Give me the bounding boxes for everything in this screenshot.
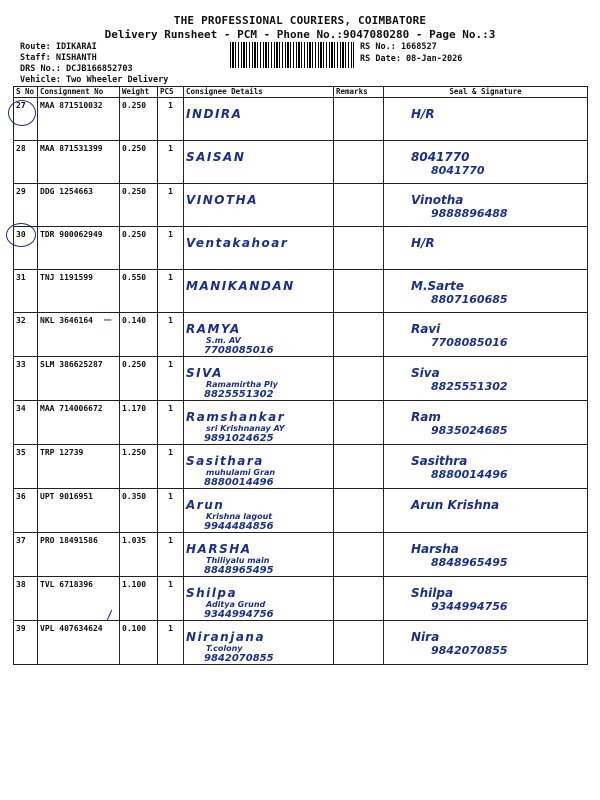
table-row xyxy=(14,533,588,577)
rs-date: RS Date: 08-Jan-2026 xyxy=(360,54,463,64)
pcs-cell: 1 xyxy=(158,98,184,141)
weight-cell: 0.350 xyxy=(120,489,158,533)
sno-cell: 37 xyxy=(14,533,38,577)
consignee-address: sri Krishnanay AY xyxy=(206,424,285,433)
table-row xyxy=(14,98,588,141)
signature-phone: 8848965495 xyxy=(431,556,508,569)
sno-cell: 34 xyxy=(14,401,38,445)
consignee-name: INDIRA xyxy=(186,107,243,121)
consignee-name: SAISAN xyxy=(186,150,246,164)
runsheet-subtitle: Delivery Runsheet - PCM - Phone No.:9047080280 - Page No.:3 xyxy=(104,28,496,41)
consignee-name: Niranjana xyxy=(186,630,266,644)
consignee-name: Ramshankar xyxy=(186,410,286,424)
sno-cell: 28 xyxy=(14,141,38,184)
signature-cell xyxy=(384,445,588,489)
remarks-cell xyxy=(334,270,384,313)
remarks-cell xyxy=(334,98,384,141)
signature-text: Sasithra xyxy=(411,454,468,468)
signature-text: 8041770 xyxy=(411,150,470,164)
sno-cell: 38 xyxy=(14,577,38,621)
signature-text: Siva xyxy=(411,366,440,380)
table-row xyxy=(14,270,588,313)
signature-phone: 9842070855 xyxy=(431,644,508,657)
sno-cell: 36 xyxy=(14,489,38,533)
signature-cell xyxy=(384,98,588,141)
col-consignee-header: Consignee Details xyxy=(184,87,334,98)
table-row xyxy=(14,401,588,445)
table-row xyxy=(14,577,588,621)
table-row xyxy=(14,357,588,401)
consignee-name: Arun xyxy=(186,498,225,512)
signature-cell xyxy=(384,313,588,357)
barcode-image xyxy=(230,42,354,68)
remarks-cell xyxy=(334,489,384,533)
remarks-cell xyxy=(334,313,384,357)
signature-phone: 7708085016 xyxy=(431,336,508,349)
sno-cell: 29 xyxy=(14,184,38,227)
signature-cell xyxy=(384,357,588,401)
pcs-cell: 1 xyxy=(158,357,184,401)
consignment-cell: VPL 407634624 xyxy=(38,621,120,665)
remarks-cell xyxy=(334,184,384,227)
pcs-cell: 1 xyxy=(158,445,184,489)
table-row xyxy=(14,489,588,533)
remarks-cell xyxy=(334,445,384,489)
col-consignment-header: Consignment No xyxy=(38,87,120,98)
pcs-cell: 1 xyxy=(158,270,184,313)
rs-number: RS No.: 1668527 xyxy=(360,42,437,52)
consignment-cell: MAA 871510032 xyxy=(38,98,120,141)
col-remarks-header: Remarks xyxy=(334,87,384,98)
weight-cell: 1.035 xyxy=(120,533,158,577)
table-row xyxy=(14,141,588,184)
pcs-cell: 1 xyxy=(158,533,184,577)
handwritten-circle-mark xyxy=(6,223,36,247)
weight-cell: 0.550 xyxy=(120,270,158,313)
handwritten-tick-mark: / xyxy=(106,608,114,622)
consignment-cell: TRP 12739 xyxy=(38,445,120,489)
sno-cell: 30 xyxy=(14,227,38,270)
vehicle-label: Vehicle: Two Wheeler Delivery xyxy=(20,75,169,85)
consignee-address: T.colony xyxy=(206,644,243,653)
consignee-cell xyxy=(184,357,334,401)
signature-text: Harsha xyxy=(411,542,459,556)
remarks-cell xyxy=(334,401,384,445)
consignee-cell xyxy=(184,227,334,270)
pcs-cell: 1 xyxy=(158,141,184,184)
consignee-cell xyxy=(184,577,334,621)
consignee-cell xyxy=(184,445,334,489)
consignee-cell xyxy=(184,621,334,665)
consignee-address: muhulami Gran xyxy=(206,468,276,477)
consignee-phone: 8825551302 xyxy=(204,389,274,400)
sno-cell: 35 xyxy=(14,445,38,489)
pcs-cell: 1 xyxy=(158,227,184,270)
weight-cell: 1.250 xyxy=(120,445,158,489)
remarks-cell xyxy=(334,577,384,621)
col-signature-header: Seal & Signature xyxy=(384,87,588,98)
signature-text: Ram xyxy=(411,410,441,424)
signature-phone: 8041770 xyxy=(431,164,485,177)
signature-text: H/R xyxy=(411,236,435,250)
handwritten-circle-mark xyxy=(8,100,36,126)
consignee-name: SIVA xyxy=(186,366,223,380)
signature-text: Shilpa xyxy=(411,586,454,600)
consignee-phone: 9944484856 xyxy=(204,521,274,532)
consignment-cell: TVL 6718396 xyxy=(38,577,120,621)
consignment-cell: MAA 714006672 xyxy=(38,401,120,445)
consignee-phone: 9344994756 xyxy=(204,609,274,620)
pcs-cell: 1 xyxy=(158,184,184,227)
signature-text: Ravi xyxy=(411,322,441,336)
consignee-phone: 7708085016 xyxy=(204,345,274,356)
consignment-cell: PRO 18491586 xyxy=(38,533,120,577)
pcs-cell: 1 xyxy=(158,313,184,357)
table-row xyxy=(14,184,588,227)
consignee-name: MANIKANDAN xyxy=(186,279,295,293)
consignment-cell: UPT 9016951 xyxy=(38,489,120,533)
consignment-cell: MAA 871531399 xyxy=(38,141,120,184)
consignee-name: Shilpa xyxy=(186,586,238,600)
table-row xyxy=(14,313,588,357)
remarks-cell xyxy=(334,533,384,577)
drs-label: DRS No.: DCJB166852703 xyxy=(20,64,133,74)
route-label: Route: IDIKARAI xyxy=(20,42,97,52)
signature-cell xyxy=(384,533,588,577)
consignee-cell xyxy=(184,533,334,577)
pcs-cell: 1 xyxy=(158,621,184,665)
col-sno-header: S No xyxy=(14,87,38,98)
signature-phone: 9888896488 xyxy=(431,207,508,220)
company-title: THE PROFESSIONAL COURIERS, COIMBATORE xyxy=(173,14,427,27)
consignment-cell: TDR 900062949 xyxy=(38,227,120,270)
signature-phone: 9344994756 xyxy=(431,600,508,613)
signature-text: M.Sarte xyxy=(411,279,465,293)
weight-cell: 0.250 xyxy=(120,98,158,141)
signature-cell xyxy=(384,141,588,184)
weight-cell: 0.140 xyxy=(120,313,158,357)
consignee-address: Ramamirtha Ply xyxy=(206,380,278,389)
weight-cell: 0.250 xyxy=(120,357,158,401)
sno-cell: 39 xyxy=(14,621,38,665)
consignee-address: Thiliyalu main xyxy=(206,556,270,565)
consignee-cell xyxy=(184,98,334,141)
signature-cell xyxy=(384,489,588,533)
signature-cell xyxy=(384,621,588,665)
signature-phone: 8807160685 xyxy=(431,293,508,306)
sno-cell: 27 xyxy=(14,98,38,141)
signature-text: Nira xyxy=(411,630,440,644)
weight-cell: 0.250 xyxy=(120,141,158,184)
col-pcs-header: PCS xyxy=(158,87,184,98)
sno-cell: 33 xyxy=(14,357,38,401)
consignment-cell: TNJ 1191599 xyxy=(38,270,120,313)
signature-phone: 9835024685 xyxy=(431,424,508,437)
consignee-phone: 9842070855 xyxy=(204,653,274,664)
remarks-cell xyxy=(334,621,384,665)
consignee-cell xyxy=(184,489,334,533)
consignee-name: Sasithara xyxy=(186,454,264,468)
table-header-row xyxy=(14,87,588,98)
weight-cell: 0.250 xyxy=(120,184,158,227)
consignee-address: Aditya Grund xyxy=(206,600,266,609)
col-weight-header: Weight xyxy=(120,87,158,98)
table-row xyxy=(14,621,588,665)
table-row xyxy=(14,445,588,489)
pcs-cell: 1 xyxy=(158,401,184,445)
consignee-name: VINOTHA xyxy=(186,193,259,207)
signature-phone: 8825551302 xyxy=(431,380,508,393)
consignee-name: HARSHA xyxy=(186,542,252,556)
signature-cell xyxy=(384,184,588,227)
signature-text: Vinotha xyxy=(411,193,464,207)
consignment-cell: SLM 386625287 xyxy=(38,357,120,401)
consignee-cell xyxy=(184,184,334,227)
consignee-name: Ventakahoar xyxy=(186,236,289,250)
weight-cell: 0.250 xyxy=(120,227,158,270)
consignee-cell xyxy=(184,313,334,357)
consignee-phone: 8848965495 xyxy=(204,565,274,576)
signature-text: H/R xyxy=(411,107,435,121)
remarks-cell xyxy=(334,227,384,270)
pcs-cell: 1 xyxy=(158,577,184,621)
remarks-cell xyxy=(334,357,384,401)
sno-cell: 32 xyxy=(14,313,38,357)
weight-cell: 1.100 xyxy=(120,577,158,621)
signature-text: Arun Krishna xyxy=(411,498,500,512)
signature-cell xyxy=(384,401,588,445)
consignee-address: S.m. AV xyxy=(206,336,241,345)
sno-cell: 31 xyxy=(14,270,38,313)
delivery-table xyxy=(13,86,588,665)
weight-cell: 0.100 xyxy=(120,621,158,665)
consignee-name: RAMYA xyxy=(186,322,241,336)
consignee-phone: 8880014496 xyxy=(204,477,274,488)
consignee-address: Krishna lagout xyxy=(206,512,273,521)
consignee-cell xyxy=(184,401,334,445)
signature-cell xyxy=(384,227,588,270)
consignee-phone: 9891024625 xyxy=(204,433,274,444)
table-row xyxy=(14,227,588,270)
signature-phone: 8880014496 xyxy=(431,468,508,481)
consignment-cell: DDG 1254663 xyxy=(38,184,120,227)
handwritten-tick-mark: ─ xyxy=(104,313,112,327)
consignee-cell xyxy=(184,270,334,313)
pcs-cell: 1 xyxy=(158,489,184,533)
staff-label: Staff: NISHANTH xyxy=(20,53,97,63)
weight-cell: 1.170 xyxy=(120,401,158,445)
consignment-cell: NKL 3646164 xyxy=(38,313,120,357)
remarks-cell xyxy=(334,141,384,184)
signature-cell xyxy=(384,577,588,621)
consignee-cell xyxy=(184,141,334,184)
signature-cell xyxy=(384,270,588,313)
